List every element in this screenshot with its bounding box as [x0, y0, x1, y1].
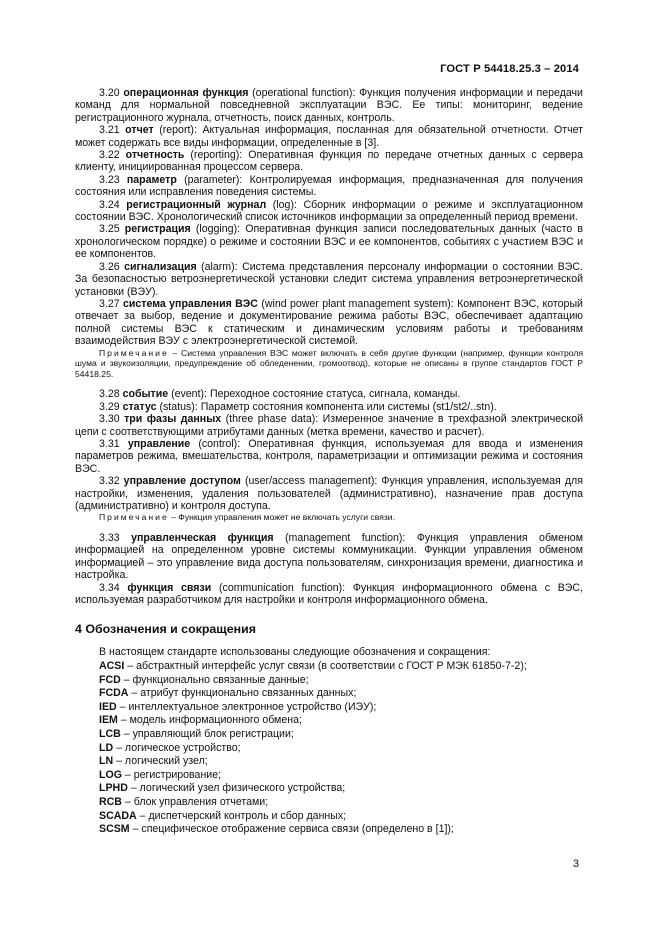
definition-english: (user/access management): — [244, 475, 378, 488]
definition-text: Компонент ВЭС, который отвечает за выбор, ведение и документирование режима работы ВЭС, обеспечивает адаптацию полной системы ВЭС к статическим и динамическим условиям работы и требованиям взаимодействия ВЭУ с электроэнергетической системой. — [75, 297, 583, 348]
definition-english: (logging): — [195, 223, 241, 236]
abbreviation-code: IEM — [99, 714, 118, 727]
abbreviation-item — [75, 769, 583, 783]
abbreviation-meaning: – логический узел; — [116, 755, 208, 768]
definition-term: отчет — [125, 124, 154, 137]
abbreviation-code: SCSM — [99, 823, 130, 836]
definition-english: (status): — [159, 400, 198, 413]
abbreviation-item — [75, 674, 583, 688]
abbreviation-item — [75, 728, 583, 742]
abbreviation-item — [75, 823, 583, 837]
definition-term: управление доступом — [123, 475, 241, 488]
section-4-title: 4 Обозначения и сокращения — [75, 622, 256, 637]
abbreviation-code: RCB — [99, 795, 122, 808]
definition-number: 3.21 — [99, 124, 120, 137]
definition-item — [75, 298, 583, 348]
note-text: – Система управления ВЭС может включать в себя другие функции (например, функции контроля шума и звукоизоляции, предупреждение об обледенении, громоотвод), которые не описаны в группе стандартов ГОСТ Р 54418.25. — [75, 347, 583, 379]
definition-item — [75, 149, 583, 174]
note-label: Примечание — [99, 512, 169, 523]
definition-english: (log): — [272, 198, 297, 211]
abbreviation-item — [75, 782, 583, 796]
definition-number: 3.24 — [99, 198, 120, 211]
section-4-intro: В настоящем стандарте использованы следующие обозначения и сокращения: — [99, 646, 491, 659]
definition-number: 3.26 — [99, 260, 120, 273]
abbreviation-item — [75, 796, 583, 810]
definition-item — [75, 388, 583, 400]
definitions-block-3 — [75, 532, 583, 606]
definition-number: 3.31 — [99, 437, 120, 450]
definition-term: три фазы данных — [124, 413, 222, 426]
abbreviation-item — [75, 660, 583, 674]
definition-number: 3.20 — [99, 87, 120, 99]
abbreviation-code: SCADA — [99, 809, 137, 822]
definition-text: Оперативная функция, используемая для ввода и изменения параметров режима, вмешательства, контроля, параметризации и оптимизации режима и состояния ВЭС. — [75, 437, 583, 475]
abbreviation-list — [75, 660, 583, 837]
definition-item — [75, 223, 583, 260]
definition-item — [75, 401, 583, 413]
definition-text: Переходное состояние статуса, сигнала, команды. — [209, 388, 461, 401]
abbreviation-item — [75, 810, 583, 824]
abbreviation-meaning: – логическое устройство; — [116, 741, 241, 754]
abbreviation-item — [75, 701, 583, 715]
definition-number: 3.30 — [99, 413, 120, 426]
abbreviation-meaning: – регистрирование; — [124, 768, 222, 781]
definition-term: отчетность — [125, 149, 185, 162]
abbreviation-code: ACSI — [99, 660, 125, 672]
definition-text: Функция информационного обмена с ВЭС, используемая разработчиком для настройки и контроля информационного обмена. — [75, 581, 584, 606]
abbreviation-code: LOG — [99, 768, 122, 781]
abbreviation-code: FCD — [99, 673, 121, 686]
abbreviation-meaning: – модель информационного обмена; — [120, 714, 302, 727]
definition-text: Актуальная информация, посланная для обязательной отчетности. Отчет может содержать все виды информации, определенные в [3]. — [75, 124, 584, 149]
definition-item — [75, 87, 583, 124]
definition-term: управление — [127, 437, 191, 450]
definition-english: (event): — [171, 388, 207, 401]
definition-english: (wind power plant management system): — [261, 297, 454, 310]
page-body — [75, 87, 583, 837]
abbreviation-meaning: – специфическое отображение сервиса связи (определено в [1]); — [132, 823, 454, 836]
definition-term: регистрационный журнал — [126, 198, 267, 211]
definition-number: 3.33 — [99, 531, 120, 544]
definition-english: (report): — [159, 124, 197, 137]
abbreviation-code: IED — [99, 700, 117, 713]
abbreviation-meaning: – атрибут функционально связанных данных; — [131, 687, 357, 700]
definition-term: управленческая функция — [131, 531, 274, 544]
definition-item — [75, 582, 583, 607]
abbreviation-item — [75, 742, 583, 756]
definition-english: (alarm): — [201, 260, 238, 273]
definition-item — [75, 124, 583, 149]
definition-term: событие — [122, 388, 169, 401]
definition-number: 3.25 — [99, 223, 120, 236]
abbreviation-item — [75, 687, 583, 701]
definition-number: 3.23 — [99, 173, 120, 186]
note-2 — [75, 512, 583, 523]
definition-item — [75, 438, 583, 475]
abbreviation-meaning: – управляющий блок регистрации; — [123, 727, 294, 740]
definition-text: Система представления персоналу информации о состоянии ВЭС. За безопасностью ветроэнергетической установки следит система управления ветроэнергетической установки (ВЭУ). — [75, 260, 583, 298]
page-header-standard: ГОСТ Р 54418.25.3 – 2014 — [440, 63, 579, 75]
definition-term: регистрация — [124, 223, 191, 236]
definition-text: Функция управления, используемая для настройки, изменения, удаления пользователей (административно), назначение прав доступа (административно) и контроля доступа. — [75, 475, 583, 512]
definition-number: 3.22 — [99, 149, 120, 162]
definition-item — [75, 413, 583, 438]
definition-text: Функция управления обменом информацией на определенном уровне системы коммуникации. Функции управления обменом информацией – это управление вида доступа пользователям, синхронизация времени, диагностика и настройка. — [75, 531, 583, 582]
abbreviation-code: FCDA — [99, 687, 129, 700]
abbreviation-meaning: – диспетчерский контроль и сбор данных; — [139, 809, 347, 822]
definition-term: функция связи — [127, 581, 212, 594]
abbreviation-item — [75, 755, 583, 769]
definition-english: (operational function): — [252, 87, 356, 99]
definitions-block-1 — [75, 87, 583, 348]
note-1 — [75, 348, 583, 380]
definition-text: Измеренное значение в трехфазной электрической цепи с соответствующими атрибутами данных (метка времени, качество и расчет). — [75, 413, 584, 438]
definition-english: (control): — [198, 437, 241, 450]
note-label: Примечание — [99, 347, 169, 358]
definition-item — [75, 532, 583, 582]
abbreviation-meaning: – интеллектуальное электронное устройство (ИЭУ); — [119, 700, 377, 713]
definition-number: 3.29 — [99, 400, 120, 413]
abbreviation-meaning: – блок управления отчетами; — [124, 795, 269, 808]
definition-text: Оперативная функция записи последовательных данных (часто в хронологическом порядке) о режиме и состоянии ВЭС и ее компонентов, событиях с участием ВЭС и ее компонентов. — [75, 223, 583, 261]
definition-number: 3.27 — [99, 297, 120, 310]
definition-number: 3.34 — [99, 581, 120, 594]
abbreviation-meaning: – логический узел физического устройства; — [130, 782, 346, 795]
abbreviation-code: LCB — [99, 727, 121, 740]
definition-term: сигнализация — [124, 260, 197, 273]
definition-term: операционная функция — [123, 87, 249, 99]
definition-term: параметр — [126, 173, 177, 186]
definition-text: Функция получения информации и передачи команд для нормальной повседневной эксплуатации ВЭС. Ее типы: мониторинг, ведение регистрационного журнала, отчетность, поиск данных, контроль. — [75, 87, 583, 124]
definition-term: система управления ВЭС — [122, 297, 258, 310]
definition-english: (reporting): — [190, 149, 243, 162]
definition-number: 3.32 — [99, 475, 120, 488]
definition-english: (parameter): — [184, 173, 243, 186]
definition-item — [75, 475, 583, 512]
abbreviation-meaning: – функционально связанные данные; — [123, 673, 309, 686]
page-number: 3 — [572, 858, 579, 870]
definition-item — [75, 174, 583, 199]
definition-text: Сборник информации о режиме и эксплуатационном состоянии ВЭС. Хронологический список источников информации за определенный период времени. — [75, 198, 584, 224]
definitions-block-2 — [75, 388, 583, 512]
definition-text: Оперативная функция по передаче отчетных данных с сервера клиенту, инициированная процессом сервера. — [75, 149, 583, 174]
abbreviation-item — [75, 714, 583, 728]
definition-item — [75, 261, 583, 298]
definition-text: Контролируемая информация, предназначенная для получения состояния или исправления поведения системы. — [75, 173, 583, 199]
abbreviation-code: LD — [99, 741, 114, 754]
definition-english: (three phase data): — [225, 413, 319, 426]
note-text: – Функция управления может не включать услуги связи. — [171, 512, 395, 523]
definition-number: 3.28 — [99, 388, 120, 401]
abbreviation-code: LN — [99, 755, 114, 768]
abbreviation-code: LPHD — [99, 782, 128, 795]
definition-english: (communication function): — [219, 581, 346, 594]
definition-english: (management function): — [284, 531, 406, 544]
definition-term: статус — [122, 400, 157, 413]
definition-text: Параметр состояния компонента или системы (st1/st2/..stn). — [200, 400, 497, 413]
abbreviation-meaning: – абстрактный интерфейс услуг связи (в соответствии с ГОСТ Р МЭК 61850-7-2); — [127, 660, 527, 672]
definition-item — [75, 199, 583, 224]
